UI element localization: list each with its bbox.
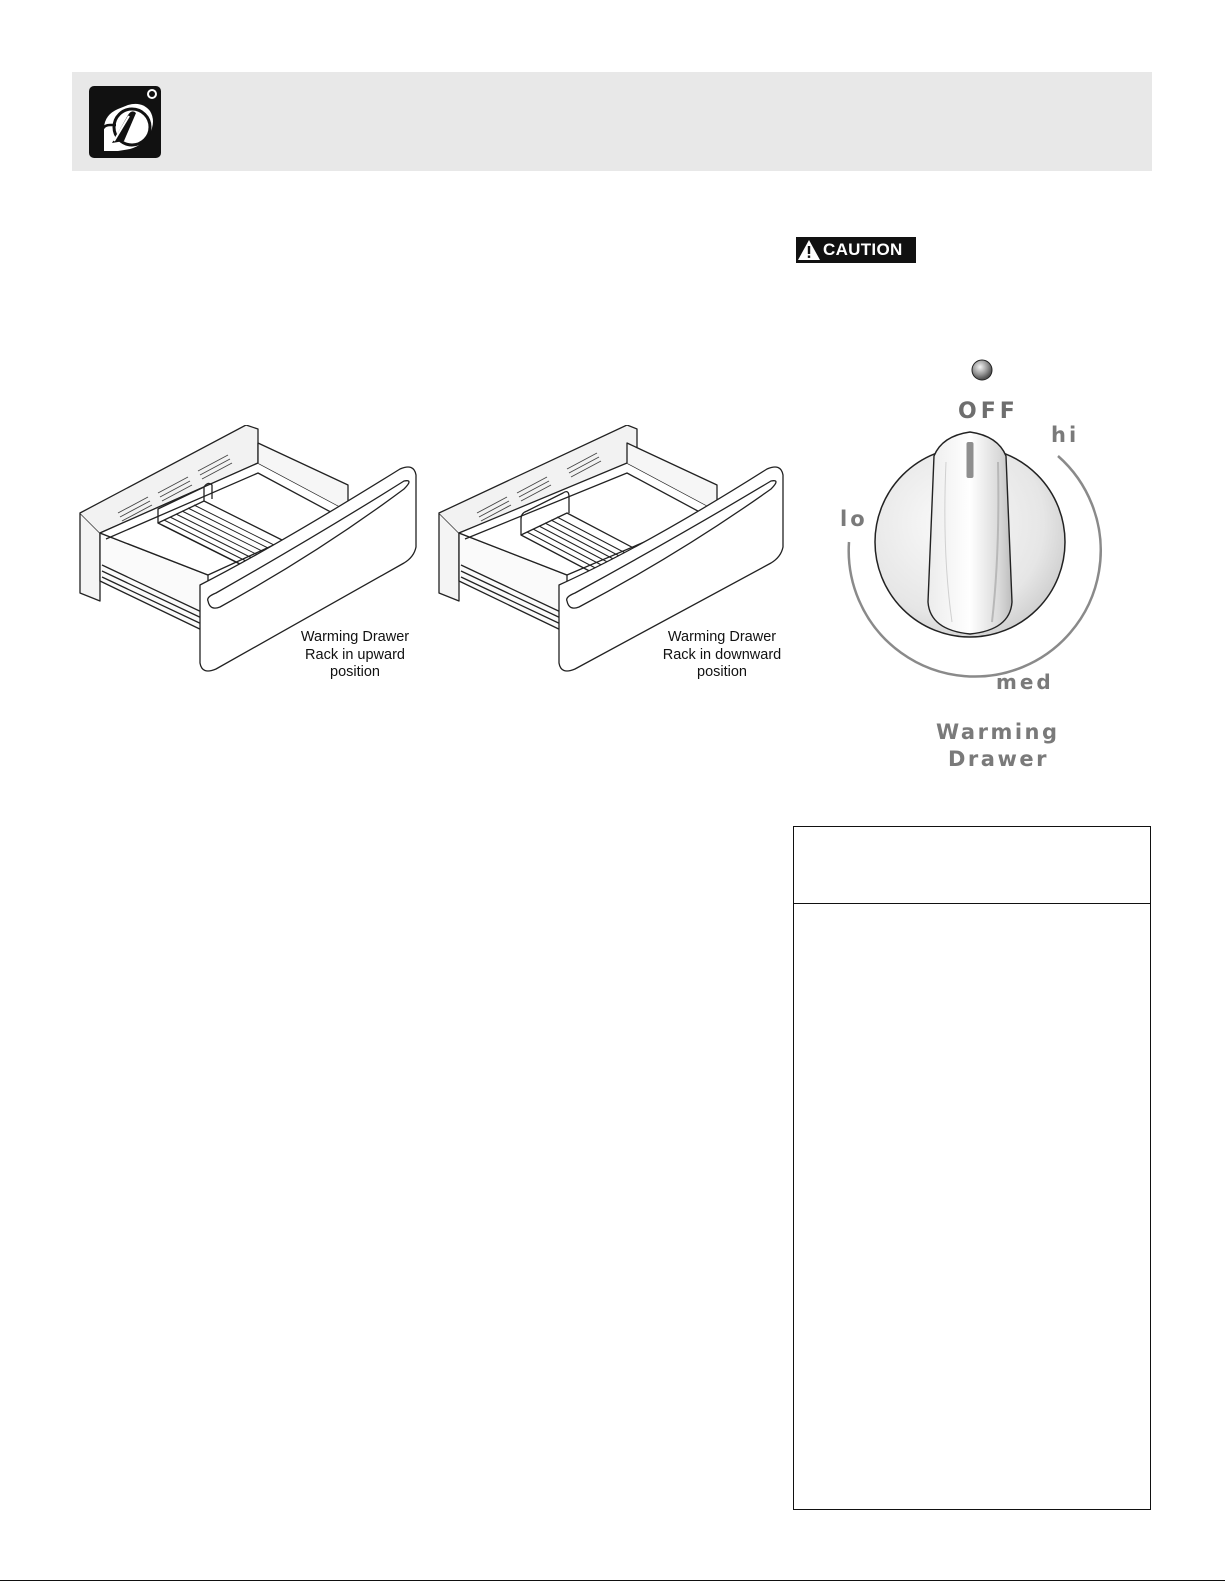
info-box <box>793 826 1151 1510</box>
knob-hi-label: hi <box>1051 423 1080 447</box>
caption-line: Warming Drawer <box>300 629 410 645</box>
hand-turning-knob-icon <box>88 85 162 159</box>
knob-title-line-2: Drawer <box>948 747 1049 771</box>
info-box-divider <box>794 903 1150 904</box>
header-bar <box>72 72 1152 171</box>
caution-badge <box>796 237 916 263</box>
warning-triangle-icon <box>796 237 822 263</box>
knob-off-label: OFF <box>958 399 1019 424</box>
drawer-caption-upward <box>282 629 428 682</box>
caption-line: position <box>697 664 747 680</box>
caption-line: Warming Drawer <box>667 629 777 645</box>
caution-label: CAUTION <box>823 240 903 259</box>
caption-line: Rack in downward <box>662 646 782 663</box>
knob-lo-label: lo <box>840 507 868 531</box>
caption-line: position <box>330 664 380 680</box>
knob-title-line-1: Warming <box>936 720 1060 744</box>
knob-med-label: med <box>996 670 1054 694</box>
indicator-light-icon <box>972 360 992 380</box>
drawer-caption-downward <box>643 629 801 682</box>
bottom-rule <box>0 1580 1225 1581</box>
caption-line: Rack in upward <box>305 646 405 663</box>
